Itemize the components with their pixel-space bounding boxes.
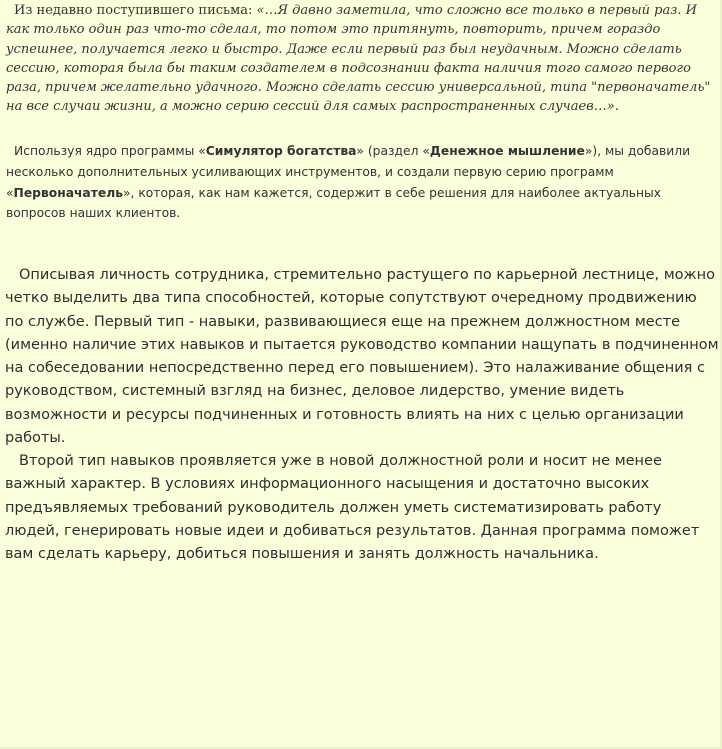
letter-quote: «…Я давно заметила, что сложно все только в первый раз. И как только один раз что-то сделал, то потом это притянуть, повторить, причем гораздо успешнее, получается легко и быстро. Даже если первый раз был неудачным. Можно сделать сессию, которая была бы таким создателем в подсознании факта наличия того самого первого раза, причем желательно удачного. Можно сделать сессию универсальной, типа "первоначатель" на все случаи жизни, а можно серию сессий для самых распространенных случаев…» — [6, 3, 711, 115]
program-text-3: »), мы добавили несколько дополнительных усиливающих инструментов, и создали первую серию программ « — [6, 144, 691, 200]
program-text-1: Используя ядро программы « — [14, 144, 206, 158]
program-text-4: », которая, как нам кажется, содержит в себе решения для наиболее актуальных вопросов наших клиентов. — [6, 185, 662, 221]
program-name-simulator: Симулятор богатства — [205, 144, 357, 158]
program-section-name: Денежное мышление — [429, 144, 585, 158]
program-text-2: » (раздел « — [356, 144, 430, 158]
career-paragraph-1: Описывая личность сотрудника, стремительно растущего по карьерной лестнице, можно четко выделить два типа способностей, которые сопутствуют очередному продвижению по службе. Первый тип - навыки, развивающиеся еще на прежнем должностном месте (именно наличие этих навыков и пытается руководство компании нащупать в подчиненном на собеседовании непосредственно перед его повышением). Это налаживание общения с руководством, системный взгляд на бизнес, деловое лидерство, умение видеть возможности и ресурсы подчиненных и готовность влиять на них с целью организации работы. — [5, 267, 719, 447]
program-series-name: Первоначатель — [13, 185, 123, 200]
program-description — [6, 141, 718, 224]
letter-excerpt — [6, 1, 718, 117]
letter-lead: Из недавно поступившего письма: — [14, 3, 257, 18]
career-paragraph-2: Второй тип навыков проявляется уже в новой должностной роли и носит не менее важный характер. В условиях информационного насыщения и достаточно высоких предъявляемых требований руководитель должен уметь систематизировать работу людей, генерировать новые идеи и добиваться результатов. Данная программа поможет вам сделать карьеру, добиться повышения и занять должность начальника. — [5, 453, 700, 563]
letter-end: . — [614, 99, 619, 115]
